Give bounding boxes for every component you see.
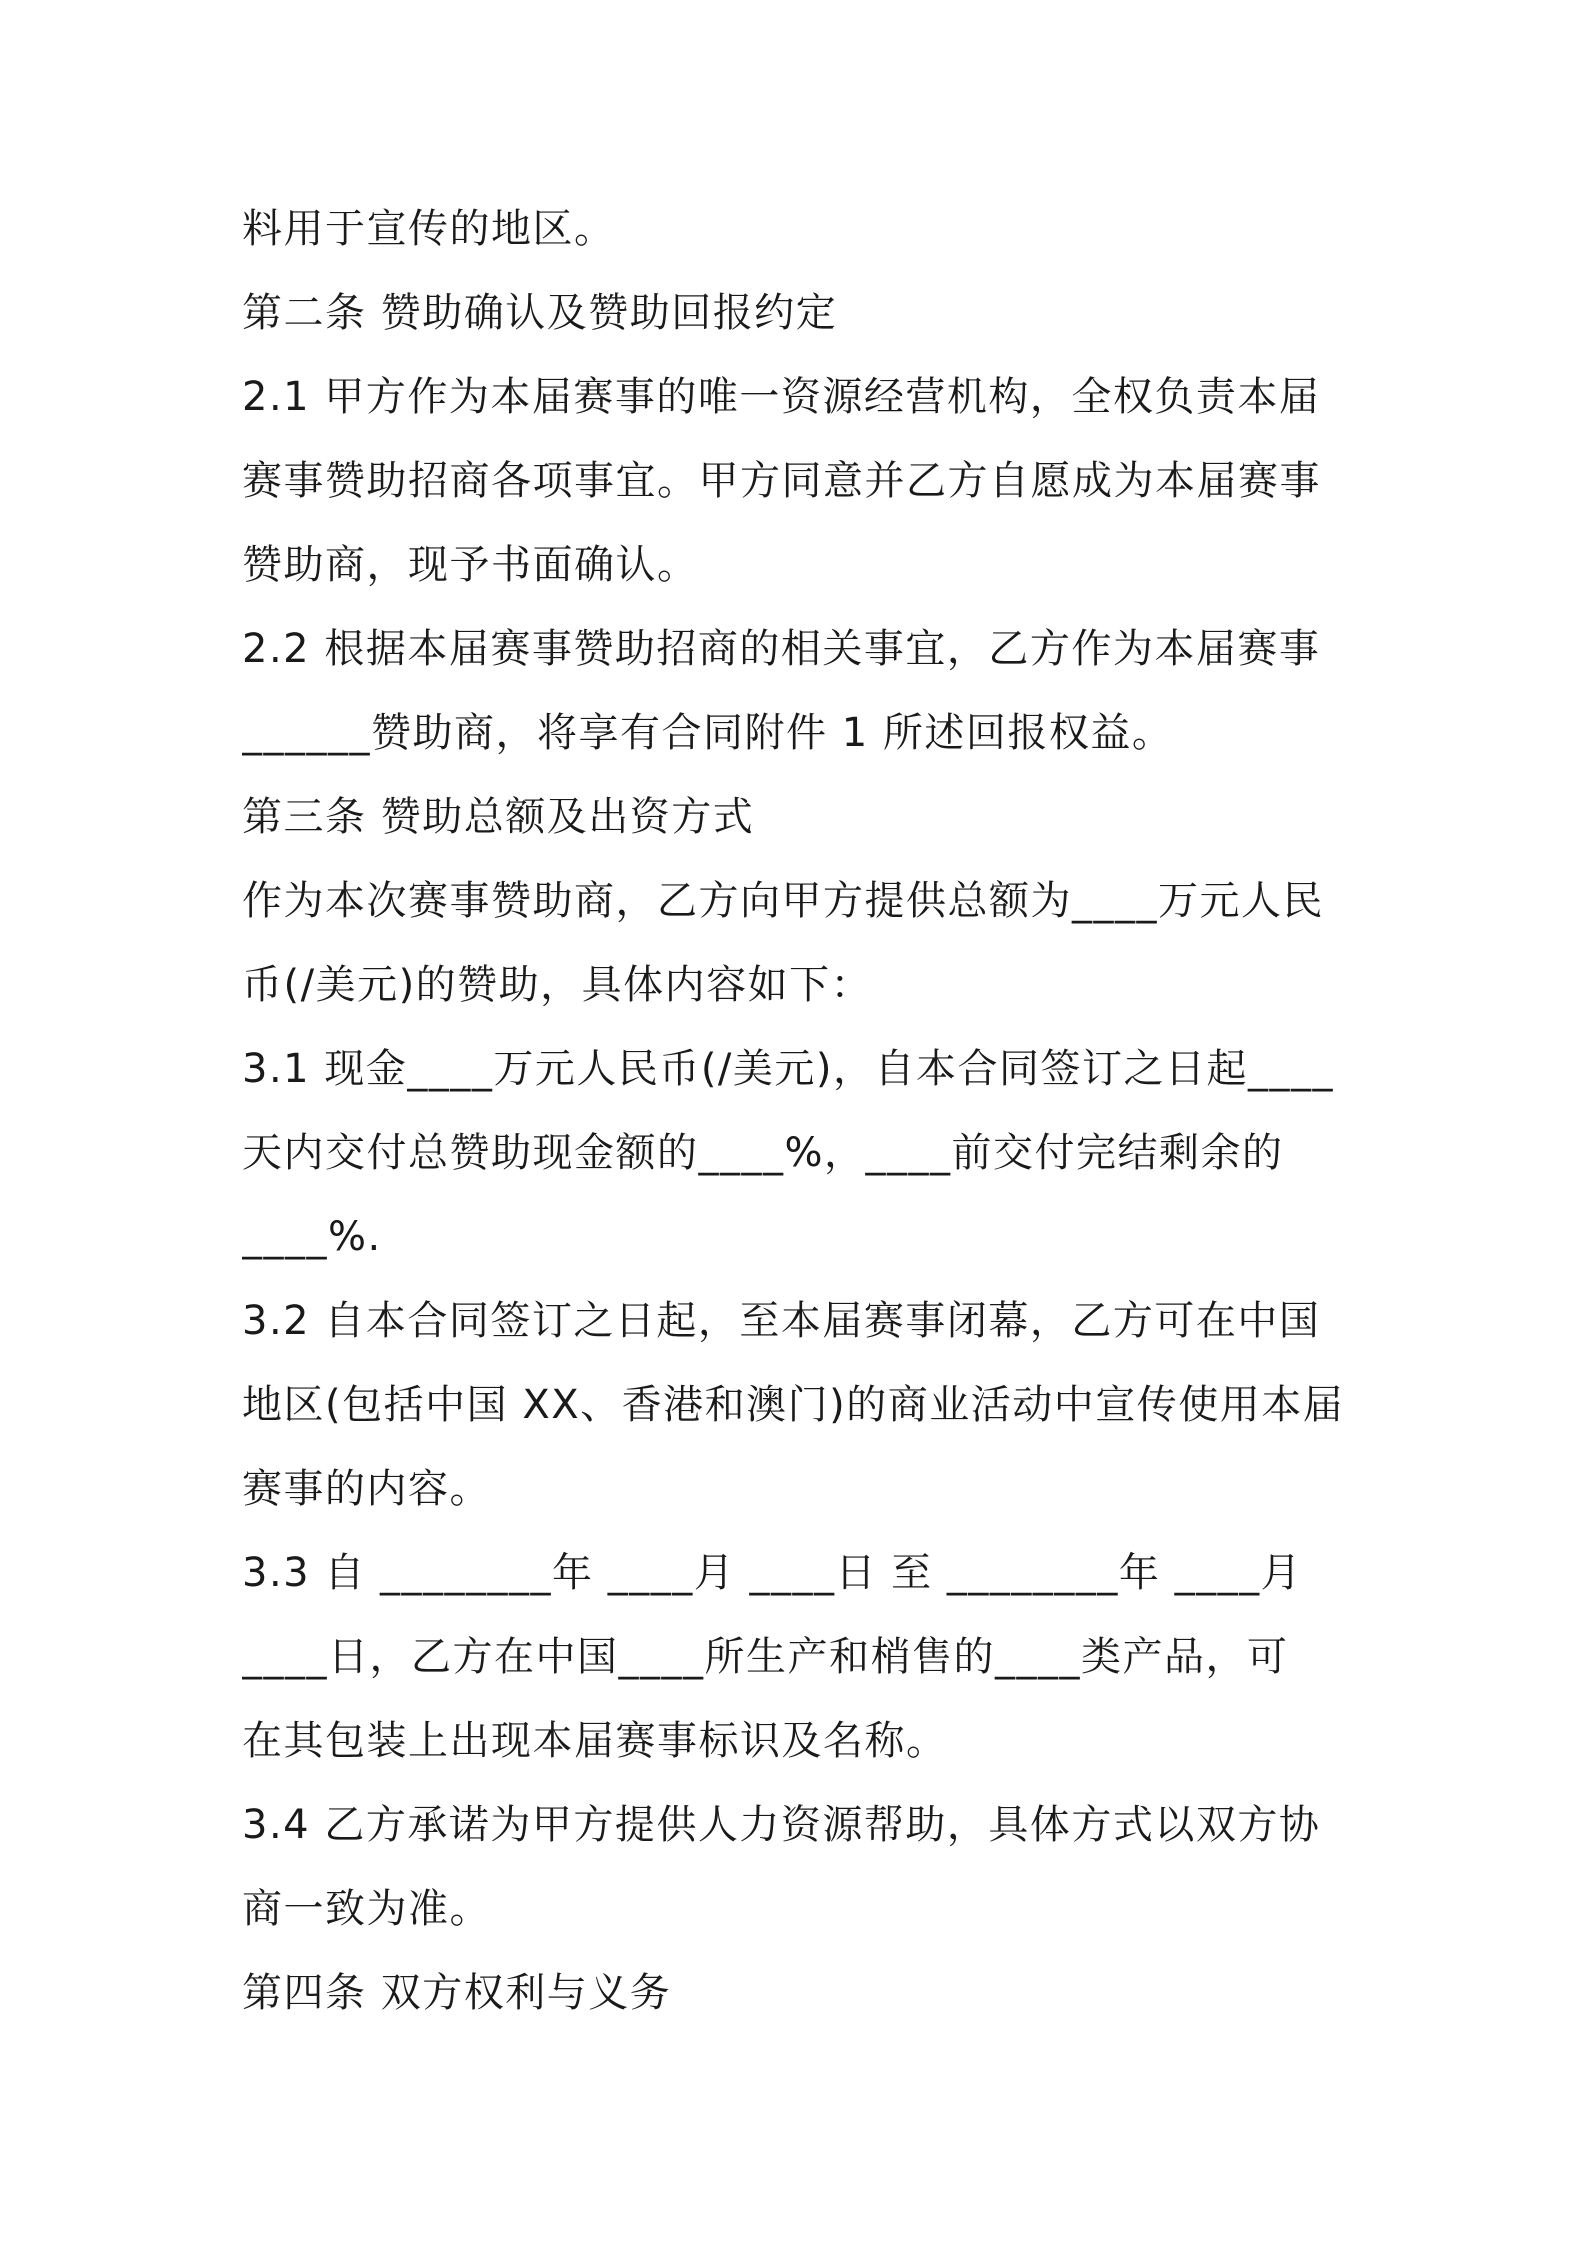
text-line: 2.1 甲方作为本届赛事的唯一资源经营机构，全权负责本届	[242, 374, 1321, 420]
article-3-heading: 第三条 赞助总额及出资方式	[242, 794, 755, 840]
text-line: 商一致为准。	[242, 1886, 491, 1932]
text-line: 3.1 现金____万元人民币(/美元)，自本合同签订之日起____	[242, 1046, 1335, 1092]
text-line: 料用于宣传的地区。	[242, 206, 616, 252]
text-line: 赞助商，现予书面确认。	[242, 542, 699, 588]
article-4-heading: 第四条 双方权利与义务	[242, 1970, 672, 2016]
text-line: ______赞助商，将享有合同附件 1 所述回报权益。	[242, 710, 1174, 756]
text-line: 天内交付总赞助现金额的____%，____前交付完结剩余的	[242, 1130, 1284, 1176]
text-line: 3.3 自 ________年 ____月 ____日 至 ________年 ____月	[242, 1550, 1303, 1596]
text-line: 赛事的内容。	[242, 1466, 491, 1512]
text-line: 币(/美元)的赞助，具体内容如下：	[242, 962, 873, 1008]
text-line: 赛事赞助招商各项事宜。甲方同意并乙方自愿成为本届赛事	[242, 458, 1321, 504]
text-line: 2.2 根据本届赛事赞助招商的相关事宜，乙方作为本届赛事	[242, 626, 1321, 672]
article-2-heading: 第二条 赞助确认及赞助回报约定	[242, 290, 838, 336]
text-line: 3.4 乙方承诺为甲方提供人力资源帮助，具体方式以双方协	[242, 1802, 1321, 1848]
document-page	[242, 197, 1362, 2045]
text-line: 作为本次赛事赞助商，乙方向甲方提供总额为____万元人民	[242, 878, 1324, 924]
text-line: 在其包装上出现本届赛事标识及名称。	[242, 1718, 948, 1764]
text-line: ____%.	[242, 1214, 382, 1260]
text-line: 3.2 自本合同签订之日起，至本届赛事闭幕，乙方可在中国	[242, 1298, 1321, 1344]
text-line: 地区(包括中国 XX、香港和澳门)的商业活动中宣传使用本届	[242, 1382, 1345, 1428]
text-line: ____日，乙方在中国____所生产和梢售的____类产品，可	[242, 1634, 1289, 1680]
